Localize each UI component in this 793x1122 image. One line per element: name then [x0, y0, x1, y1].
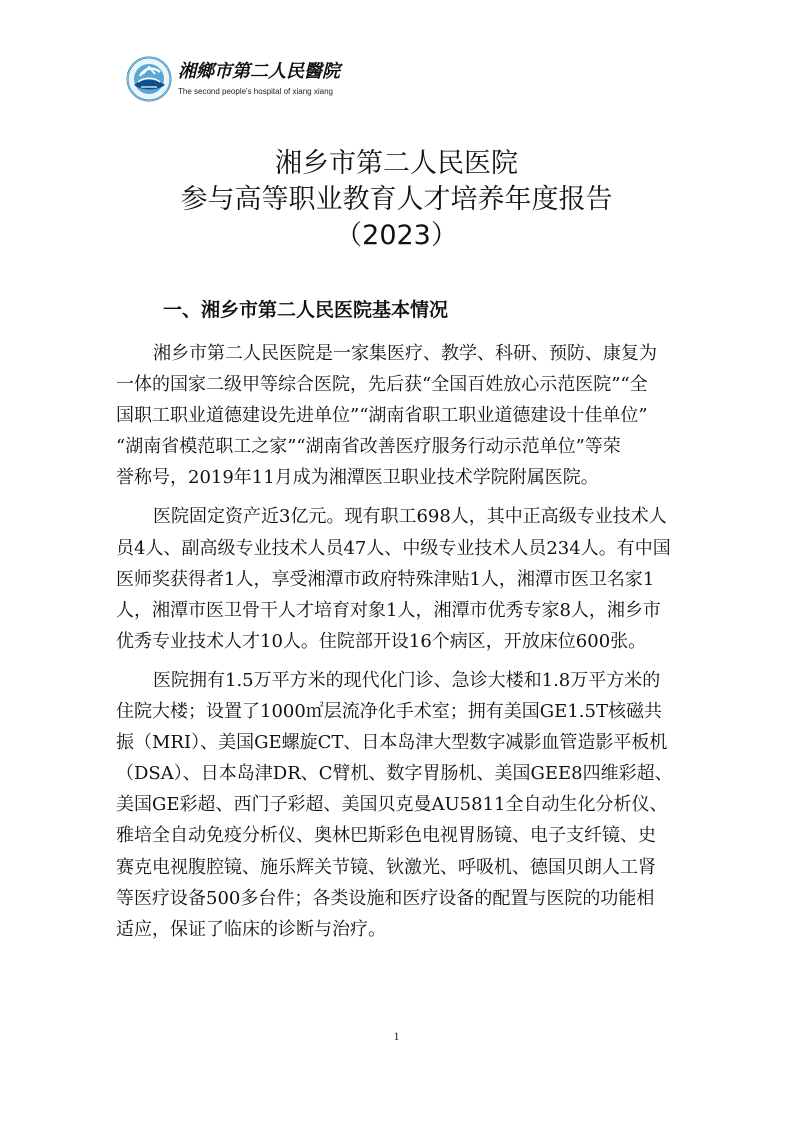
text-line: 振（MRI）、美国GE螺旋CT、日本岛津大型数字减影血管造影平板机 — [116, 732, 668, 754]
paragraph-basic-info — [116, 338, 676, 493]
text-line: 住院大楼；设置了1000㎡层流净化手术室；拥有美国GE1.5T核磁共 — [116, 701, 662, 723]
text-line: 雅培全自动免疫分析仪、奥林巴斯彩色电视胃肠镜、电子支纤镜、史 — [116, 825, 656, 847]
title-line-2: 参与高等职业教育人才培养年度报告 — [180, 184, 613, 215]
text-line: （DSA）、日本岛津DR、C臂机、数字胃肠机、美国GEE8四维彩超、 — [116, 763, 673, 785]
text-line: 员4人、副高级专业技术人员47人、中级专业技术人员234人。有中国 — [116, 537, 671, 559]
text-line: 赛克电视腹腔镜、施乐辉关节镜、钬激光、呼吸机、德国贝朗人工肾 — [116, 856, 656, 878]
text-line: 国职工职业道德建设先进单位”“湖南省职工职业道德建设十佳单位” — [116, 405, 648, 427]
text-line: 医院固定资产近3亿元。现有职工698人，其中正高级专业技术人 — [153, 506, 667, 528]
hospital-english-name: The second people's hospital of xiang xiang — [178, 87, 333, 96]
hospital-header — [126, 56, 366, 104]
title-line-1: 湘乡市第二人民医院 — [275, 148, 518, 179]
section-heading: 一、湘乡市第二人民医院基本情况 — [163, 299, 449, 321]
text-line: 等医疗设备500多台件；各类设施和医疗设备的配置与医院的功能相 — [116, 887, 655, 909]
text-line: 适应，保证了临床的诊断与治疗。 — [116, 918, 386, 940]
report-title — [0, 146, 793, 254]
text-line: 医师奖获得者1人，享受湘潭市政府特殊津贴1人，湘潭市医卫名家1 — [116, 568, 655, 590]
text-line: 湘乡市第二人民医院是一家集医疗、教学、科研、预防、康复为 — [153, 343, 657, 364]
hospital-logo-icon — [126, 56, 172, 102]
report-content — [116, 338, 676, 945]
paragraph-facilities — [116, 665, 676, 945]
title-line-3: （2023） — [335, 220, 458, 251]
text-line: 誉称号，2019年11月成为湘潭医卫职业技术学院附属医院。 — [116, 467, 599, 489]
text-line: 医院拥有1.5万平方米的现代化门诊、急诊大楼和1.8万平方米的 — [153, 669, 661, 691]
hospital-name: 湘鄉市第二人民醫院 — [178, 61, 340, 82]
paragraph-staff-assets — [116, 501, 676, 656]
text-line: 美国GE彩超、西门子彩超、美国贝克曼AU5811全自动生化分析仪、 — [116, 794, 668, 816]
paragraph-spacing — [116, 493, 676, 501]
text-line: 一体的国家二级甲等综合医院，先后获“全国百姓放心示范医院”“全 — [116, 374, 648, 396]
paragraph-spacing — [116, 657, 676, 665]
text-line: 优秀专业技术人才10人。住院部开设16个病区，开放床位600张。 — [116, 630, 647, 652]
text-line: 人，湘潭市医卫骨干人才培育对象1人，湘潭市优秀专家8人，湘乡市 — [116, 599, 661, 621]
text-line: “湖南省模范职工之家”“湖南省改善医疗服务行动示范单位”等荣 — [116, 436, 621, 458]
page-number: 1 — [393, 1029, 400, 1043]
